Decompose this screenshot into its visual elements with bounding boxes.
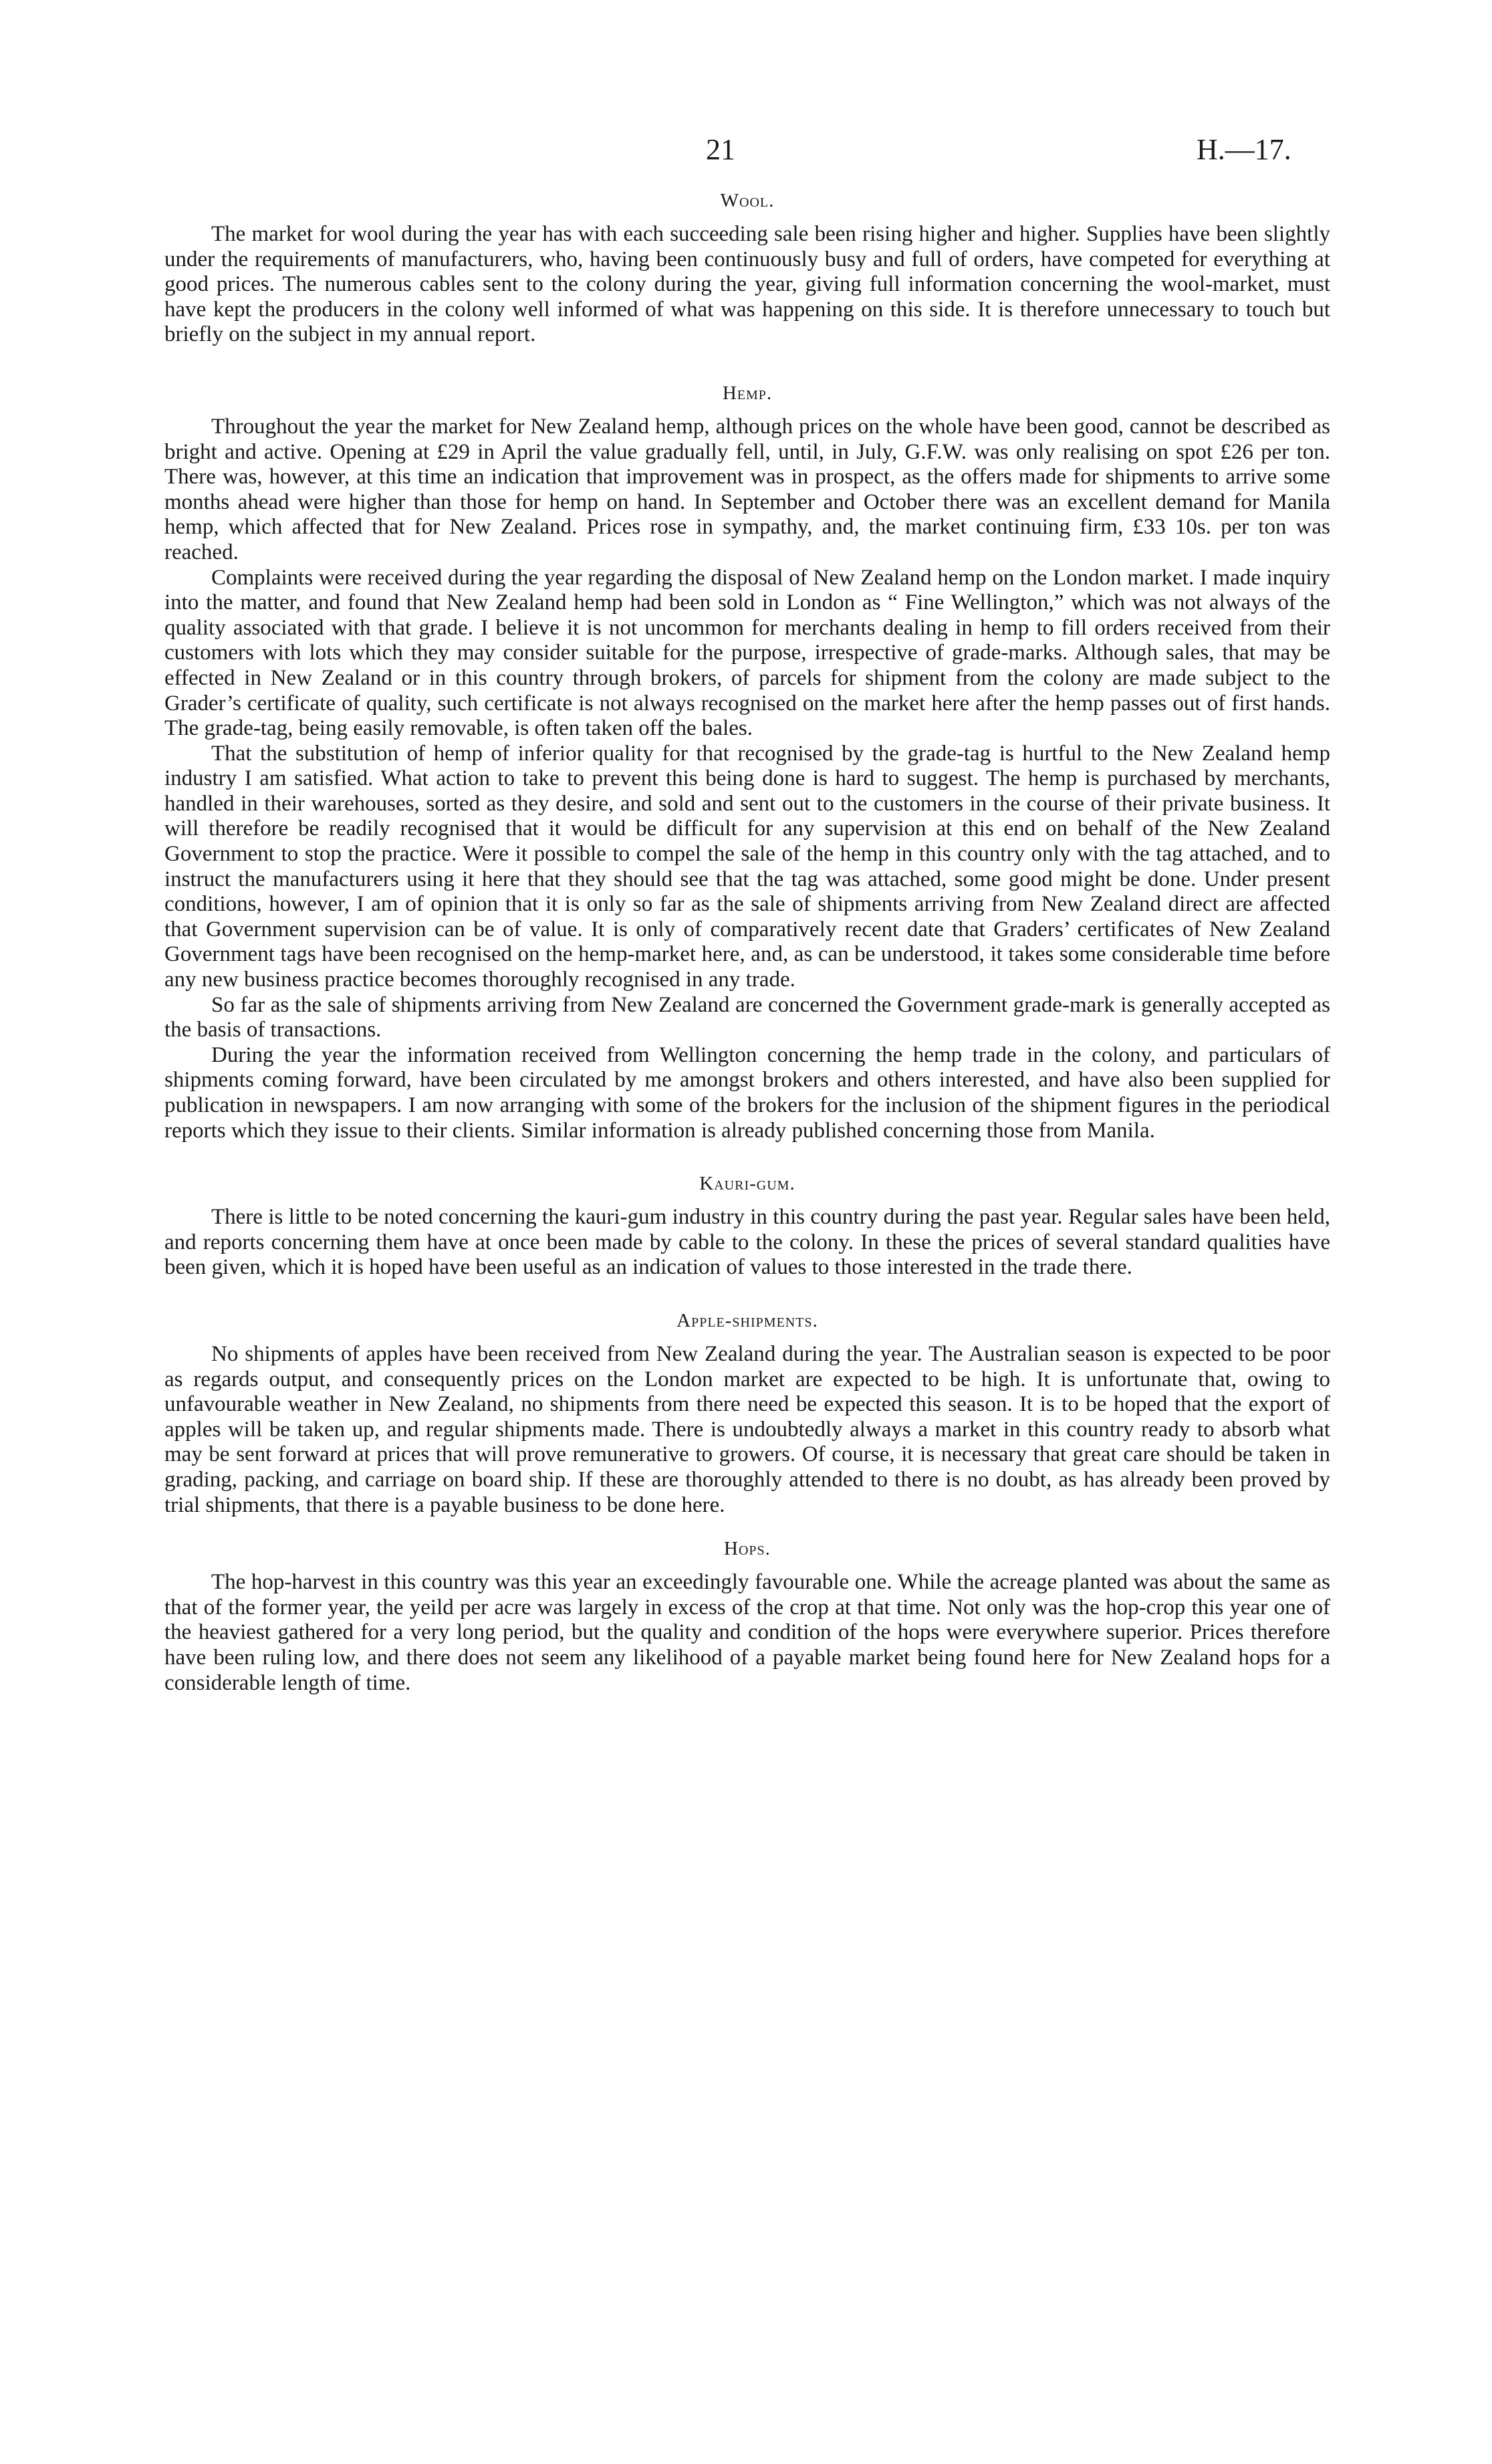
paragraph: Complaints were received during the year regarding the disposal of New Zealand hemp on the London market. I made inquiry into the matter, and found that New Zealand hemp had been sold in London as “ Fine Wellington,” which was not always of the quality associated with that grade. I believe it is not uncommon for merchants dealing in hemp to fill orders received from their customers with lots which they may consider suitable for the purpose, irrespective of grade-marks. Although sales, that may be effected in New Zealand or in this country through brokers, of parcels for shipment from the colony are made subject to the Grader’s certificate of quality, such certificate is not always recognised on the market here after the hemp passes out of first hands. The grade-tag, being easily removable, is often taken off the bales. xyxy=(164,565,1330,741)
page-number: 21 xyxy=(706,133,735,166)
paragraph: No shipments of apples have been received from New Zealand during the year. The Australian season is expected to be poor as regards output, and consequently prices on the London market are expected to be high. It is unfortunate that, owing to unfavourable weather in New Zealand, no shipments from there need be expected this season. It is to be hoped that the export of apples will be taken up, and regular shipments made. There is undoubtedly always a market in this country ready to absorb what may be sent forward at prices that will prove remunerative to growers. Of course, it is necessary that great care should be taken in grading, packing, and carriage on board ship. If these are thoroughly attended to there is no doubt, as has already been proved by trial shipments, that there is a payable business to be done here. xyxy=(164,1341,1330,1517)
paragraph: There is little to be noted concerning the kauri-gum industry in this country during the past year. Regular sales have been held, and reports concerning them have at once been made by cable to the colony. In these the prices of several standard qualities have been given, which it is hoped have been useful as an indication of values to those interested in the trade there. xyxy=(164,1205,1330,1280)
paragraph: That the substitution of hemp of inferior quality for that recognised by the grade-tag is hurtful to the New Zealand hemp industry I am satisfied. What action to take to prevent this being done is hard to suggest. The hemp is purchased by merchants, handled in their warehouses, sorted as they desire, and sold and sent out to the customers in the course of their private business. It will therefore be readily recognised that it would be difficult for any supervision at this end on behalf of the New Zealand Government to stop the practice. Were it possible to compel the sale of the hemp in this country only with the tag attached, and to instruct the manufacturers using it here that they should see that the tag was attached, some good might be done. Under present conditions, however, I am of opinion that it is only so far as the sale of shipments arriving from New Zealand direct are affected that Government supervision can be of value. It is only of comparatively recent date that Graders’ certificates of New Zealand Government tags have been recognised on the hemp-market here, and, as can be understood, it takes some considerable time before any new business practice becomes thoroughly recognised in any trade. xyxy=(164,741,1330,992)
paragraph: Throughout the year the market for New Zealand hemp, although prices on the whole have been good, cannot be described as bright and active. Opening at £29 in April the value gradually fell, until, in July, G.F.W. was only realising on spot £26 per ton. There was, however, at this time an indication that improvement was in prospect, as the offers made for shipments to arrive some months ahead were higher than those for hemp on hand. In September and October there was an excellent demand for Manila hemp, which affected that for New Zealand. Prices rose in sympathy, and, the market continuing firm, £33 10s. per ton was reached. xyxy=(164,414,1330,564)
paragraph: The hop-harvest in this country was this year an exceedingly favourable one. While the acreage planted was about the same as that of the former year, the yeild per acre was largely in excess of the crop at that time. Not only was the hop-crop this year one of the heaviest gathered for a very long period, but the quality and condition of the hops were everywhere superior. Prices therefore have been ruling low, and there does not seem any likelihood of a payable market being found here for New Zealand hops for a considerable length of time. xyxy=(164,1570,1330,1695)
section-apple-shipments xyxy=(164,1307,1330,1518)
section-kauri-gum xyxy=(164,1170,1330,1280)
section-heading-hemp: Hemp. xyxy=(722,382,773,404)
section-hops xyxy=(164,1535,1330,1696)
paragraph: During the year the information received from Wellington concerning the hemp trade in the colony, and particulars of shipments coming forward, have been circulated by me amongst brokers and others interested, and have also been supplied for publication in newspapers. I am now arranging with some of the brokers for the inclusion of the shipment figures in the periodical reports which they issue to their clients. Similar information is already published concerning those from Manila. xyxy=(164,1042,1330,1143)
document-reference: H.—17. xyxy=(1197,133,1291,166)
section-heading-wool: Wool. xyxy=(720,190,775,211)
section-heading-hops: Hops. xyxy=(724,1538,771,1560)
paragraph: The market for wool during the year has with each succeeding sale been rising higher and higher. Supplies have been slightly under the requirements of manufacturers, who, having been continuously busy and full of orders, have competed for everything at good prices. The numerous cables sent to the colony during the year, giving full information concerning the wool-market, must have kept the producers in the colony well informed of what was happening on this side. It is therefore unnecessary to touch but briefly on the subject in my annual report. xyxy=(164,222,1330,347)
report-body xyxy=(164,187,1330,1696)
section-wool xyxy=(164,187,1330,348)
section-hemp xyxy=(164,380,1330,1143)
section-heading-kauri-gum: Kauri-gum. xyxy=(699,1173,795,1195)
paragraph: So far as the sale of shipments arriving from New Zealand are concerned the Government grade-mark is generally accepted as the basis of transactions. xyxy=(164,992,1330,1042)
section-heading-apple-shipments: Apple-shipments. xyxy=(676,1309,818,1331)
